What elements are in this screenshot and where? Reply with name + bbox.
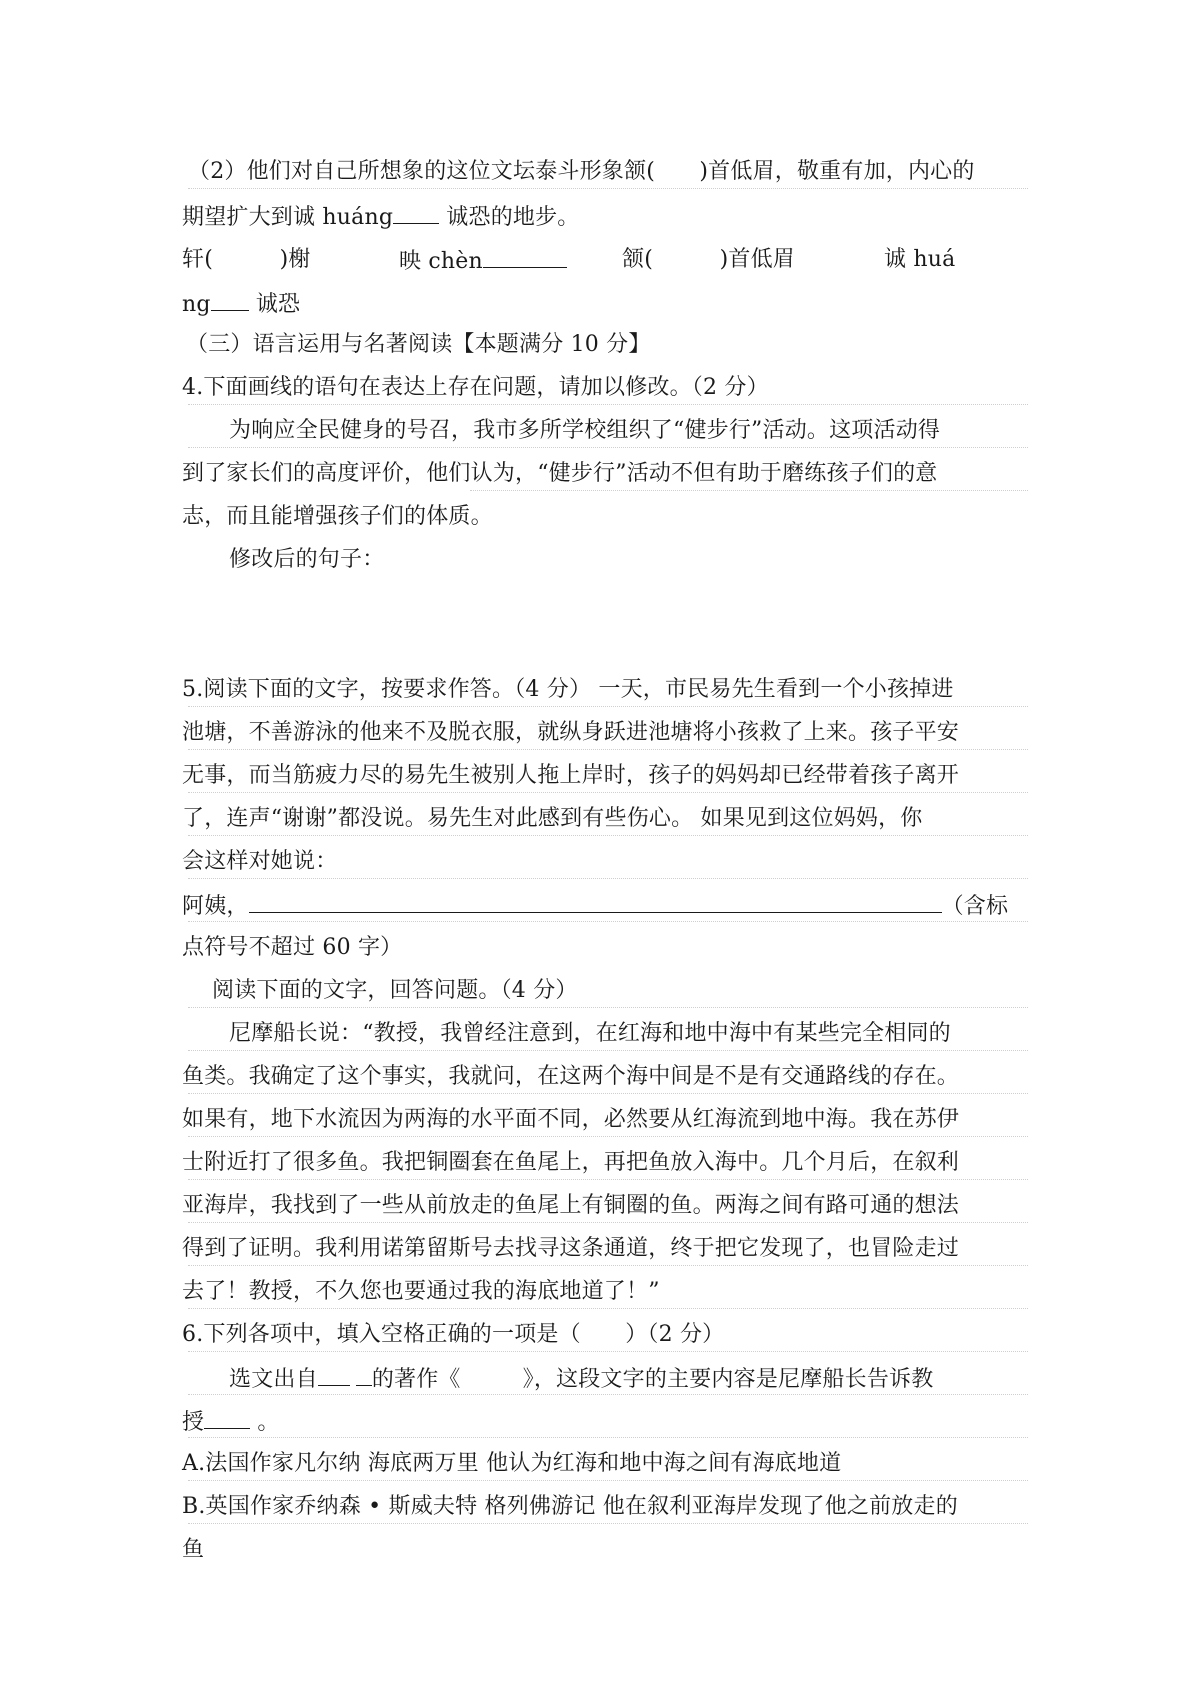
reading-line3: 如果有，地下水流因为两海的水平面不同，必然要从红海流到地中海。我在苏伊 (182, 1107, 960, 1132)
reading-line1: 尼摩船长说：“教授，我曾经注意到，在红海和地中海中有某些完全相同的 (229, 1021, 951, 1046)
author-blank (318, 1363, 350, 1386)
dotted-rule (188, 1136, 1028, 1137)
reading-line6: 得到了证明。我利用诺第留斯号去找寻这条通道，终于把它发现了，也冒险走过 (182, 1236, 960, 1261)
pinyin-blank (211, 288, 249, 311)
q6-s1b: 的著作《 (371, 1367, 461, 1392)
dotted-rule (188, 1265, 1028, 1266)
q2-line2-end: 诚恐的地步。 (439, 205, 580, 230)
pinyin-blank (393, 201, 439, 224)
section3-title: （三）语言运用与名著阅读【本题满分 10 分】 (186, 332, 651, 357)
dotted-rule (188, 1007, 1028, 1008)
dotted-rule (188, 447, 1028, 448)
dotted-rule (188, 1093, 1028, 1094)
dotted-rule (188, 1308, 1028, 1309)
q6-s2b: 。 (250, 1410, 280, 1435)
q6-s2a: 授 (182, 1410, 205, 1435)
q6-option-a: A.法国作家凡尔纳 海底两万里 他认为红海和地中海之间有海底地道 (182, 1451, 842, 1476)
q5-answer-line (182, 890, 1008, 922)
q6-sentence-line1 (229, 1363, 933, 1395)
dotted-rule (188, 1179, 1028, 1180)
q4-para-line3: 志，而且能增强孩子们的体质。 (182, 504, 493, 529)
dotted-rule (188, 1394, 1028, 1395)
reading-intro: 阅读下面的文字，回答问题。（4 分） (212, 978, 578, 1003)
q5-line5: 会这样对她说： (182, 849, 338, 874)
dotted-rule (188, 188, 1028, 189)
dotted-rule (188, 792, 1028, 793)
q5-limit-a: （含标 (941, 894, 1009, 919)
summary-item-2-text: 映 chèn (399, 249, 483, 274)
q5-limit-b: 点符号不超过 60 字） (182, 935, 403, 960)
summary-item-5-text: ng (182, 292, 211, 317)
dotted-rule (188, 1222, 1028, 1223)
answer-blank (249, 890, 942, 913)
summary-item-1: 轩( )榭 (182, 247, 311, 272)
q2-line2-text: 期望扩大到诚 huáng (182, 205, 394, 230)
summary-item-4: 诚 huá (884, 247, 956, 272)
pinyin-blank (483, 245, 567, 268)
dotted-rule (188, 1523, 1028, 1524)
q6-sentence-line2 (182, 1406, 280, 1438)
dotted-rule (188, 749, 1028, 750)
reading-line4: 士附近打了很多鱼。我把铜圈套在鱼尾上，再把鱼放入海中。几个月后，在叙利 (182, 1150, 960, 1175)
q2-line2 (182, 201, 580, 233)
summary-item-2 (399, 245, 567, 277)
q6-prompt: 6.下列各项中，填入空格正确的一项是（ ）（2 分） (182, 1322, 725, 1347)
dotted-rule (188, 1437, 1028, 1438)
q5-line4: 了，连声“谢谢”都没说。易先生对此感到有些伤心。 如果见到这位妈妈，你 (182, 806, 923, 831)
dotted-rule (188, 1480, 1028, 1481)
q5-line3: 无事，而当筋疲力尽的易先生被别人拖上岸时，孩子的妈妈却已经带着孩子离开 (182, 763, 960, 788)
reading-line7: 去了！教授，不久您也要通过我的海底地道了！” (182, 1279, 660, 1304)
q6-option-b-line2: 鱼 (182, 1537, 205, 1562)
summary-item-3: 颔( )首低眉 (622, 247, 795, 272)
dotted-rule (188, 404, 1028, 405)
dotted-rule (188, 921, 1028, 922)
dotted-rule (188, 878, 1028, 879)
q4-para-line1: 为响应全民健身的号召，我市多所学校组织了“健步行”活动。这项活动得 (229, 418, 941, 443)
q4-answer-label: 修改后的句子： (229, 547, 385, 572)
content-blank (204, 1406, 250, 1429)
summary-item-5 (182, 288, 300, 320)
reading-line2: 鱼类。我确定了这个事实，我就问，在这两个海中间是不是有交通路线的存在。 (182, 1064, 960, 1089)
author-blank-2 (356, 1363, 372, 1386)
q2-line1: （2）他们对自己所想象的这位文坛泰斗形象颔( )首低眉，敬重有加，内心的 (188, 159, 975, 184)
q5-line2: 池塘，不善游泳的他来不及脱衣服，就纵身跃进池塘将小孩救了上来。孩子平安 (182, 720, 960, 745)
q4-para-line2: 到了家长们的高度评价，他们认为，“健步行”活动不但有助于磨练孩子们的意 (182, 461, 938, 486)
underlined-sentence-mark (470, 490, 1028, 491)
q6-option-b-line1: B.英国作家乔纳森 • 斯威夫特 格列佛游记 他在叙利亚海岸发现了他之前放走的 (182, 1494, 958, 1519)
dotted-rule (188, 1050, 1028, 1051)
q4-prompt: 4.下面画线的语句在表达上存在问题，请加以修改。（2 分） (182, 375, 769, 400)
q6-s1a: 选文出自 (229, 1367, 318, 1392)
dotted-rule (188, 706, 1028, 707)
dotted-rule (188, 1351, 1028, 1352)
reading-line5: 亚海岸，我找到了一些从前放走的鱼尾上有铜圈的鱼。两海之间有路可通的想法 (182, 1193, 960, 1218)
summary-item-5-end: 诚恐 (248, 292, 301, 317)
dotted-rule (188, 835, 1028, 836)
q5-line1: 5.阅读下面的文字，按要求作答。（4 分） 一天，市民易先生看到一个小孩掉进 (182, 677, 954, 702)
q6-s1c: 》，这段文字的主要内容是尼摩船长告诉教 (522, 1367, 934, 1392)
q5-aunt-label: 阿姨， (182, 894, 249, 919)
